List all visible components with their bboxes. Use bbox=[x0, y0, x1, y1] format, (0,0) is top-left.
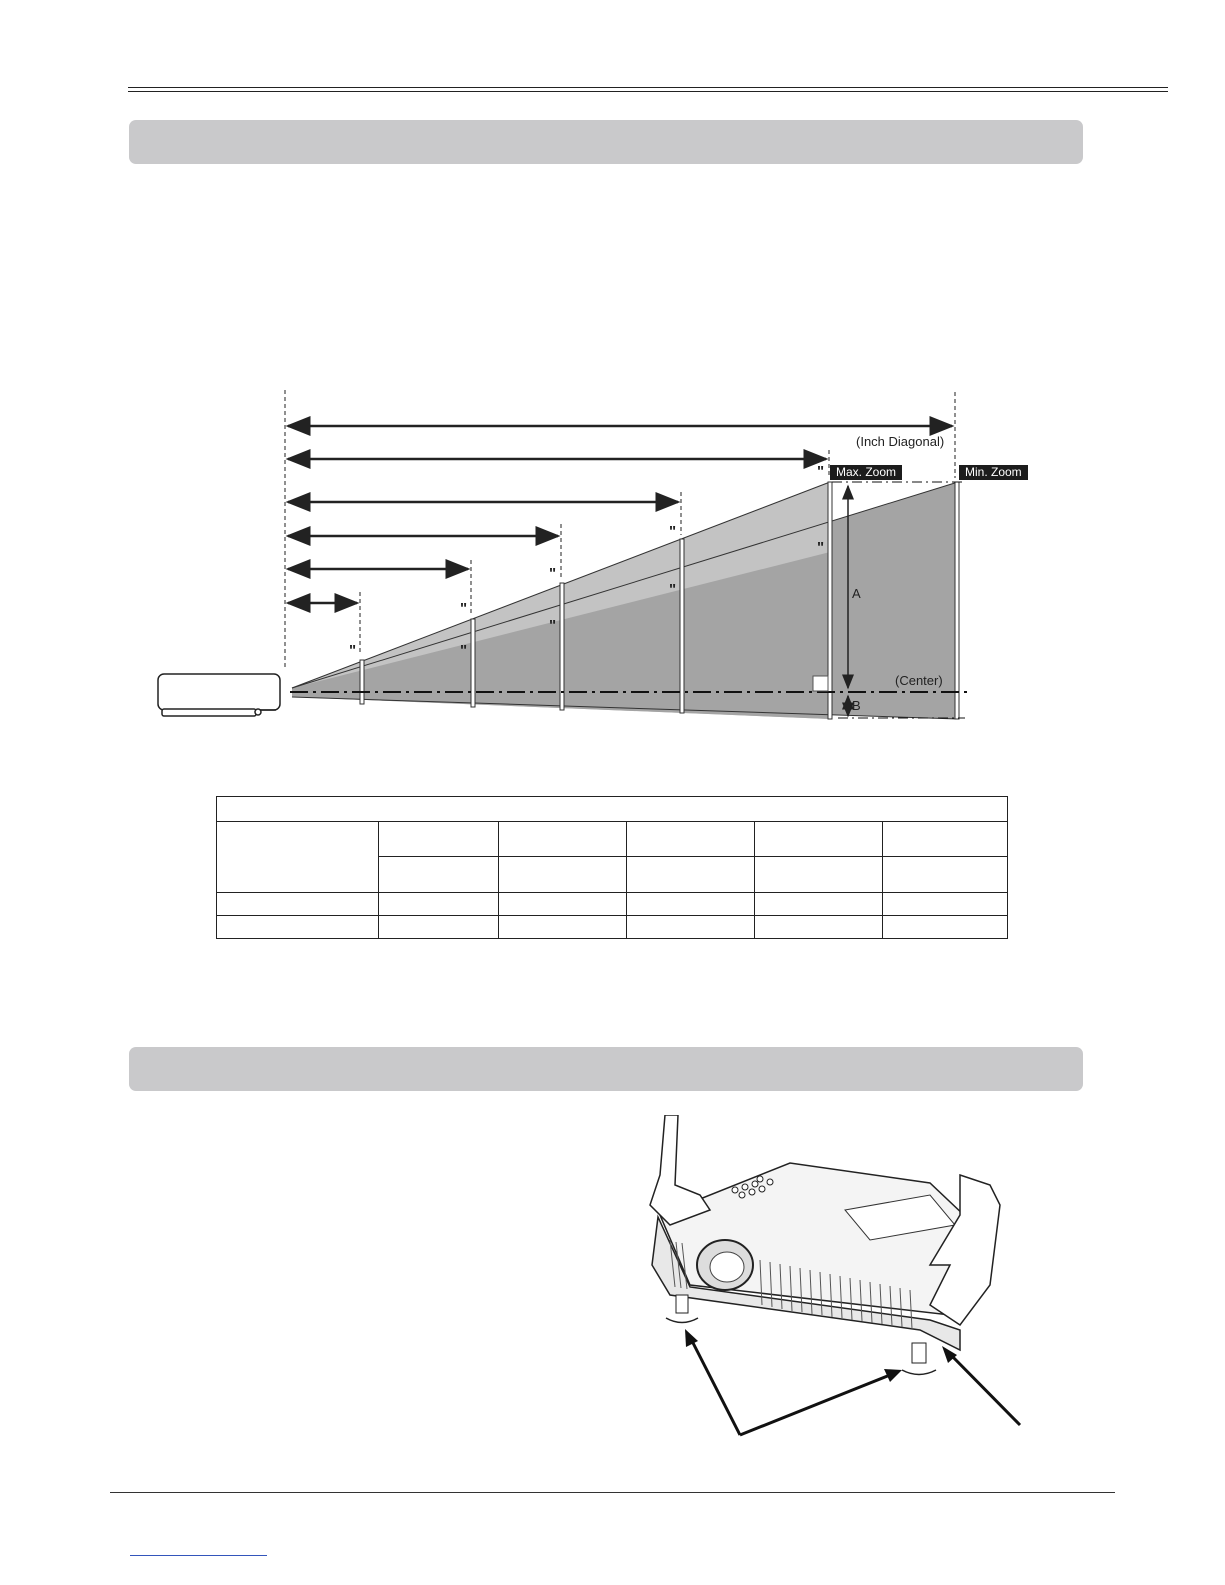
section-header-bar-1 bbox=[129, 120, 1083, 164]
screen-bar-6 bbox=[955, 482, 959, 719]
table-cell bbox=[499, 822, 627, 857]
table-cell bbox=[755, 916, 883, 939]
table-cell bbox=[379, 857, 499, 893]
table-cell bbox=[379, 822, 499, 857]
table-cell bbox=[627, 822, 755, 857]
svg-text:": " bbox=[817, 463, 825, 480]
projection-distance-diagram bbox=[0, 380, 1225, 740]
table-cell bbox=[217, 893, 379, 916]
table-cell bbox=[755, 857, 883, 893]
section-header-bar-2 bbox=[129, 1047, 1083, 1091]
table-cell bbox=[883, 916, 1008, 939]
center-label: (Center) bbox=[895, 673, 943, 688]
table-cell bbox=[627, 893, 755, 916]
inch-diagonal-label: (Inch Diagonal) bbox=[856, 434, 945, 449]
footer-rule bbox=[110, 1492, 1115, 1493]
table-cell bbox=[627, 916, 755, 939]
table-cell bbox=[883, 857, 1008, 893]
table-cell bbox=[883, 822, 1008, 857]
screen-bar-1 bbox=[360, 660, 364, 704]
table-cell bbox=[217, 916, 379, 939]
projector-side-icon bbox=[158, 674, 280, 716]
header-rule-top bbox=[128, 87, 1168, 88]
screen-bar-5 bbox=[828, 482, 832, 719]
header-rule-bottom bbox=[128, 91, 1168, 92]
svg-text:": " bbox=[349, 642, 357, 659]
adjustable-foot-right bbox=[902, 1343, 936, 1375]
adjustable-foot-left bbox=[666, 1295, 698, 1323]
screen-bar-3 bbox=[560, 583, 564, 710]
svg-text:": " bbox=[817, 539, 825, 556]
projector-feet-illustration bbox=[630, 1115, 1030, 1440]
table-header-cell bbox=[217, 822, 379, 893]
pointer-arrow-foot bbox=[948, 1352, 1020, 1425]
footer-link-underline[interactable] bbox=[130, 1555, 267, 1556]
center-marker-square bbox=[813, 676, 828, 691]
svg-text:": " bbox=[669, 581, 677, 598]
svg-text:": " bbox=[549, 565, 557, 582]
projection-spec-table bbox=[216, 796, 1008, 939]
dim-a-label: A bbox=[852, 586, 861, 601]
table-cell bbox=[755, 893, 883, 916]
table-cell bbox=[379, 916, 499, 939]
dim-b-label: B bbox=[852, 698, 861, 713]
left-hand-icon bbox=[650, 1115, 710, 1225]
svg-text:": " bbox=[460, 600, 468, 617]
svg-text:": " bbox=[669, 523, 677, 540]
table-cell bbox=[499, 893, 627, 916]
table-title-cell bbox=[217, 797, 1008, 822]
pointer-arrow-right bbox=[740, 1373, 895, 1435]
table-cell bbox=[499, 916, 627, 939]
table-cell bbox=[379, 893, 499, 916]
svg-text:": " bbox=[460, 642, 468, 659]
table-cell bbox=[755, 822, 883, 857]
table-cell bbox=[627, 857, 755, 893]
screen-bar-2 bbox=[471, 619, 475, 707]
screen-bar-4 bbox=[680, 539, 684, 713]
min-zoom-label: Min. Zoom bbox=[959, 465, 1028, 480]
table-cell bbox=[883, 893, 1008, 916]
pointer-arrow-left bbox=[690, 1337, 740, 1435]
svg-text:": " bbox=[549, 617, 557, 634]
max-zoom-label: Max. Zoom bbox=[830, 465, 902, 480]
table-cell bbox=[499, 857, 627, 893]
